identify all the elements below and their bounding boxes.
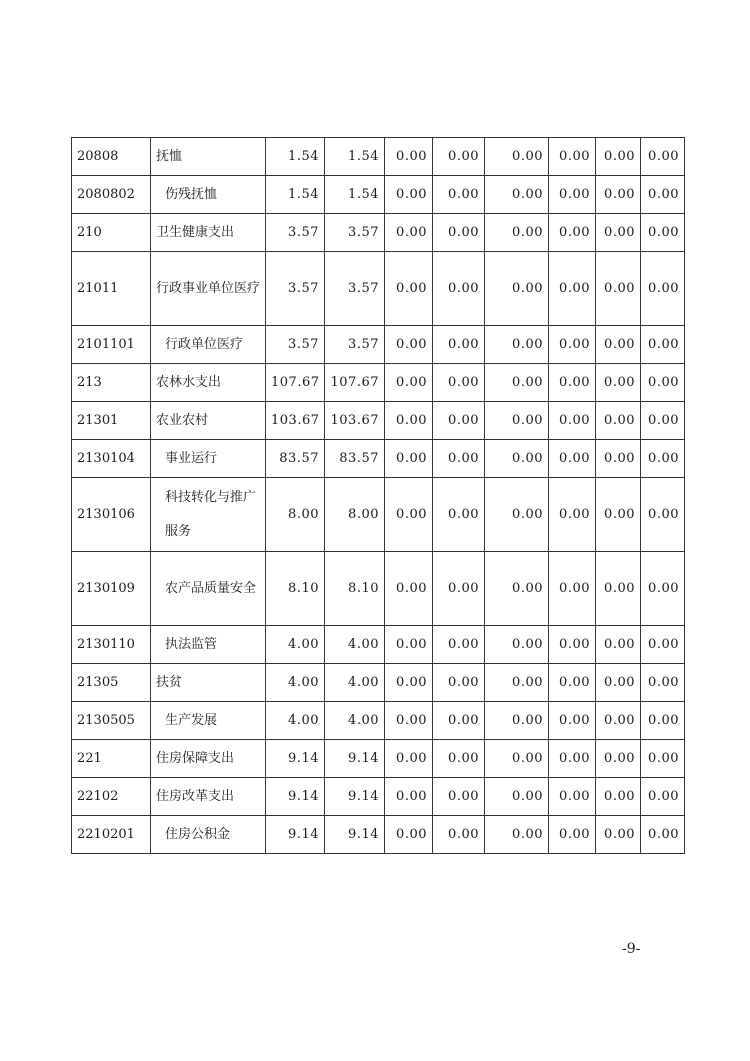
amount-cell: 0.00 [485, 664, 549, 702]
amount-cell: 0.00 [641, 138, 685, 176]
table-row [72, 138, 685, 176]
amount-cell: 83.57 [266, 440, 325, 478]
amount-cell: 0.00 [385, 402, 433, 440]
subject-name-text: 事业运行 [165, 451, 218, 466]
amount-cell: 0.00 [433, 664, 485, 702]
amount-cell: 0.00 [641, 478, 685, 552]
subject-code-cell: 2130104 [72, 440, 151, 478]
subject-name-cell [151, 252, 266, 326]
table-row [72, 816, 685, 854]
amount-cell: 3.57 [325, 214, 385, 252]
amount-cell: 0.00 [485, 702, 549, 740]
amount-cell: 0.00 [433, 740, 485, 778]
amount-cell: 0.00 [596, 214, 641, 252]
amount-cell: 4.00 [266, 702, 325, 740]
amount-cell: 0.00 [433, 778, 485, 816]
subject-name-cell [151, 664, 266, 702]
table-row [72, 326, 685, 364]
amount-cell: 0.00 [596, 552, 641, 626]
subject-code-cell: 21305 [72, 664, 151, 702]
subject-name-text: 住房公积金 [165, 827, 231, 842]
amount-cell: 0.00 [485, 626, 549, 664]
subject-name-cell [151, 778, 266, 816]
amount-cell: 0.00 [549, 816, 596, 854]
amount-cell: 0.00 [549, 440, 596, 478]
amount-cell: 0.00 [641, 740, 685, 778]
table-row [72, 626, 685, 664]
amount-cell: 0.00 [433, 816, 485, 854]
amount-cell: 0.00 [385, 364, 433, 402]
amount-cell: 0.00 [641, 778, 685, 816]
amount-cell: 0.00 [385, 326, 433, 364]
subject-code-cell: 2130505 [72, 702, 151, 740]
amount-cell: 0.00 [641, 176, 685, 214]
amount-cell: 0.00 [549, 664, 596, 702]
amount-cell: 0.00 [485, 552, 549, 626]
amount-cell: 9.14 [325, 740, 385, 778]
subject-name-cell [151, 740, 266, 778]
amount-cell: 0.00 [385, 626, 433, 664]
amount-cell: 0.00 [385, 664, 433, 702]
amount-cell: 9.14 [325, 816, 385, 854]
amount-cell: 0.00 [641, 626, 685, 664]
amount-cell: 0.00 [485, 478, 549, 552]
amount-cell: 4.00 [325, 626, 385, 664]
table-row [72, 740, 685, 778]
table-row [72, 440, 685, 478]
amount-cell: 0.00 [641, 252, 685, 326]
subject-name-cell [151, 176, 266, 214]
amount-cell: 1.54 [325, 176, 385, 214]
amount-cell: 0.00 [596, 326, 641, 364]
amount-cell: 3.57 [266, 326, 325, 364]
subject-name-cell [151, 364, 266, 402]
subject-code-cell: 21011 [72, 252, 151, 326]
table-row [72, 214, 685, 252]
amount-cell: 0.00 [641, 326, 685, 364]
amount-cell: 0.00 [641, 440, 685, 478]
subject-name-cell [151, 138, 266, 176]
amount-cell: 0.00 [549, 740, 596, 778]
amount-cell: 103.67 [266, 402, 325, 440]
amount-cell: 4.00 [325, 702, 385, 740]
amount-cell: 103.67 [325, 402, 385, 440]
subject-code-cell: 2130106 [72, 478, 151, 552]
subject-code-cell: 2130109 [72, 552, 151, 626]
amount-cell: 0.00 [549, 252, 596, 326]
amount-cell: 0.00 [485, 176, 549, 214]
amount-cell: 9.14 [266, 778, 325, 816]
subject-name-text: 扶贫 [156, 675, 183, 690]
subject-name-text: 行政事业单位医疗 [156, 280, 261, 296]
amount-cell: 0.00 [485, 326, 549, 364]
amount-cell: 0.00 [485, 138, 549, 176]
amount-cell: 3.57 [266, 214, 325, 252]
subject-name-cell [151, 402, 266, 440]
amount-cell: 8.00 [325, 478, 385, 552]
amount-cell: 107.67 [325, 364, 385, 402]
amount-cell: 1.54 [266, 138, 325, 176]
subject-name-text: 住房改革支出 [156, 789, 235, 804]
amount-cell: 0.00 [641, 816, 685, 854]
page-number: -9- [622, 941, 641, 957]
amount-cell: 0.00 [385, 778, 433, 816]
amount-cell: 0.00 [433, 364, 485, 402]
subject-code-cell: 210 [72, 214, 151, 252]
amount-cell: 0.00 [549, 364, 596, 402]
amount-cell: 0.00 [433, 478, 485, 552]
amount-cell: 0.00 [433, 252, 485, 326]
subject-name-text: 行政单位医疗 [165, 337, 244, 352]
amount-cell: 0.00 [385, 176, 433, 214]
amount-cell: 0.00 [596, 364, 641, 402]
amount-cell: 0.00 [385, 552, 433, 626]
amount-cell: 0.00 [641, 702, 685, 740]
amount-cell: 8.10 [325, 552, 385, 626]
subject-name-text: 抚恤 [156, 149, 183, 164]
amount-cell: 0.00 [549, 778, 596, 816]
amount-cell: 0.00 [596, 252, 641, 326]
amount-cell: 0.00 [485, 778, 549, 816]
amount-cell: 0.00 [385, 816, 433, 854]
amount-cell: 0.00 [549, 138, 596, 176]
amount-cell: 0.00 [549, 214, 596, 252]
amount-cell: 0.00 [433, 138, 485, 176]
subject-code-cell: 221 [72, 740, 151, 778]
amount-cell: 1.54 [325, 138, 385, 176]
subject-code-cell: 22102 [72, 778, 151, 816]
subject-name-cell [151, 552, 266, 626]
amount-cell: 9.14 [266, 816, 325, 854]
amount-cell: 8.10 [266, 552, 325, 626]
amount-cell: 0.00 [596, 138, 641, 176]
amount-cell: 0.00 [641, 364, 685, 402]
table-row [72, 702, 685, 740]
amount-cell: 3.57 [266, 252, 325, 326]
subject-name-cell [151, 816, 266, 854]
subject-name-cell [151, 626, 266, 664]
subject-name-cell [151, 440, 266, 478]
amount-cell: 0.00 [596, 702, 641, 740]
amount-cell: 0.00 [549, 478, 596, 552]
amount-cell: 0.00 [385, 138, 433, 176]
amount-cell: 0.00 [433, 552, 485, 626]
table-row [72, 664, 685, 702]
amount-cell: 0.00 [549, 702, 596, 740]
subject-name-cell [151, 214, 266, 252]
amount-cell: 0.00 [485, 402, 549, 440]
amount-cell: 0.00 [433, 326, 485, 364]
amount-cell: 0.00 [596, 402, 641, 440]
amount-cell: 0.00 [549, 402, 596, 440]
amount-cell: 0.00 [549, 176, 596, 214]
amount-cell: 0.00 [485, 440, 549, 478]
subject-name-cell [151, 326, 266, 364]
subject-name-text: 伤残抚恤 [165, 187, 218, 202]
amount-cell: 0.00 [433, 440, 485, 478]
subject-name-cell [151, 478, 266, 552]
subject-code-cell: 2130110 [72, 626, 151, 664]
amount-cell: 3.57 [325, 326, 385, 364]
amount-cell: 83.57 [325, 440, 385, 478]
amount-cell: 0.00 [433, 702, 485, 740]
amount-cell: 0.00 [385, 740, 433, 778]
table-body [72, 138, 685, 854]
table-row [72, 252, 685, 326]
subject-name-text: 农产品质量安全 [165, 580, 257, 596]
subject-code-cell: 21301 [72, 402, 151, 440]
table-row [72, 402, 685, 440]
amount-cell: 0.00 [596, 440, 641, 478]
subject-code-cell: 213 [72, 364, 151, 402]
amount-cell: 0.00 [596, 740, 641, 778]
subject-name-text: 住房保障支出 [156, 751, 235, 766]
subject-name-text: 执法监管 [165, 637, 218, 652]
amount-cell: 0.00 [549, 552, 596, 626]
subject-code-cell: 2101101 [72, 326, 151, 364]
amount-cell: 0.00 [385, 214, 433, 252]
amount-cell: 4.00 [325, 664, 385, 702]
amount-cell: 0.00 [641, 552, 685, 626]
amount-cell: 9.14 [266, 740, 325, 778]
table-row [72, 176, 685, 214]
amount-cell: 0.00 [549, 626, 596, 664]
amount-cell: 9.14 [325, 778, 385, 816]
subject-name-text: 农林水支出 [156, 375, 222, 390]
table-row [72, 364, 685, 402]
amount-cell: 0.00 [596, 176, 641, 214]
amount-cell: 0.00 [385, 440, 433, 478]
subject-code-cell: 2210201 [72, 816, 151, 854]
amount-cell: 0.00 [596, 626, 641, 664]
amount-cell: 0.00 [385, 478, 433, 552]
table-row [72, 778, 685, 816]
subject-name-text: 科技转化与推广服务 [165, 489, 257, 539]
amount-cell: 0.00 [485, 364, 549, 402]
table-row [72, 552, 685, 626]
amount-cell: 0.00 [485, 252, 549, 326]
amount-cell: 0.00 [485, 816, 549, 854]
amount-cell: 4.00 [266, 626, 325, 664]
amount-cell: 0.00 [485, 214, 549, 252]
subject-name-cell [151, 702, 266, 740]
amount-cell: 0.00 [596, 664, 641, 702]
amount-cell: 0.00 [385, 702, 433, 740]
amount-cell: 4.00 [266, 664, 325, 702]
amount-cell: 0.00 [641, 214, 685, 252]
amount-cell: 8.00 [266, 478, 325, 552]
amount-cell: 1.54 [266, 176, 325, 214]
amount-cell: 0.00 [433, 626, 485, 664]
amount-cell: 0.00 [641, 402, 685, 440]
amount-cell: 107.67 [266, 364, 325, 402]
amount-cell: 0.00 [596, 816, 641, 854]
subject-code-cell: 20808 [72, 138, 151, 176]
amount-cell: 3.57 [325, 252, 385, 326]
amount-cell: 0.00 [433, 176, 485, 214]
subject-code-cell: 2080802 [72, 176, 151, 214]
amount-cell: 0.00 [641, 664, 685, 702]
subject-name-text: 农业农村 [156, 413, 209, 428]
amount-cell: 0.00 [549, 326, 596, 364]
amount-cell: 0.00 [485, 740, 549, 778]
amount-cell: 0.00 [596, 778, 641, 816]
subject-name-text: 生产发展 [165, 713, 218, 728]
subject-name-text: 卫生健康支出 [156, 225, 235, 240]
table-row [72, 478, 685, 552]
budget-table [71, 137, 685, 854]
amount-cell: 0.00 [433, 214, 485, 252]
amount-cell: 0.00 [385, 252, 433, 326]
amount-cell: 0.00 [433, 402, 485, 440]
amount-cell: 0.00 [596, 478, 641, 552]
